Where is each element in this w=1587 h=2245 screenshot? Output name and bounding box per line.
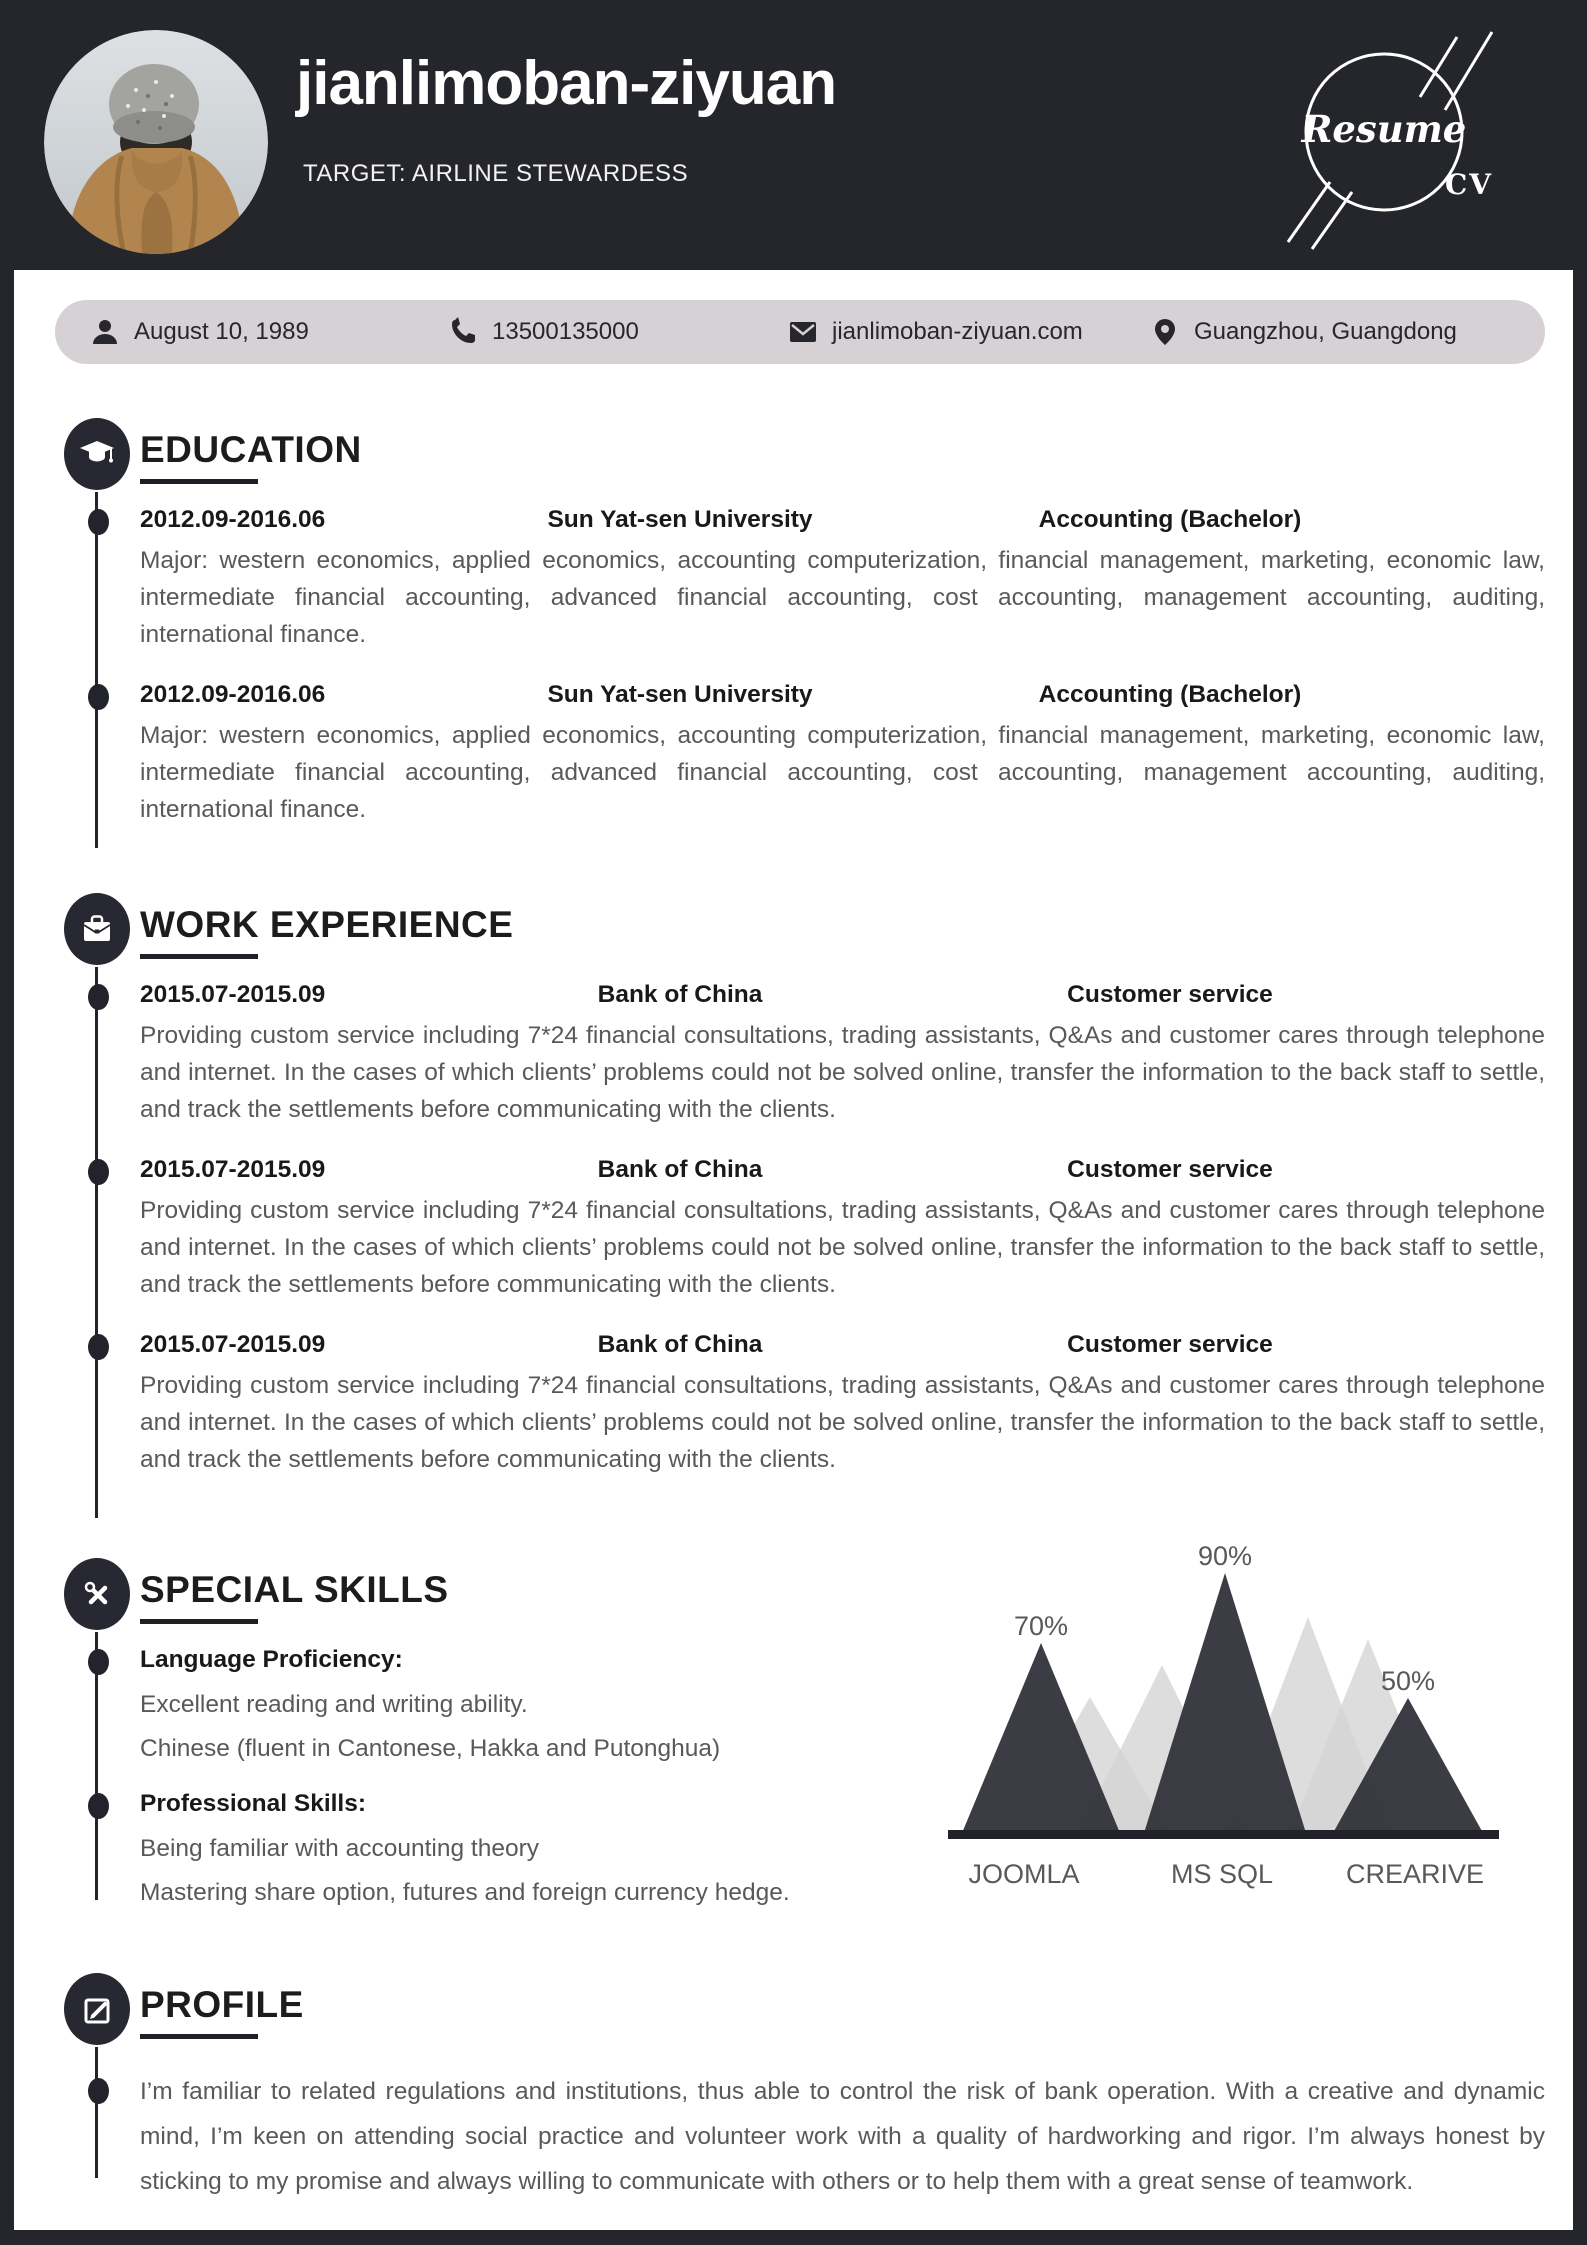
- profile-section: [0, 1973, 1587, 2229]
- work-title: WORK EXPERIENCE: [140, 904, 514, 945]
- entry-header: [140, 681, 1545, 709]
- entry-role: Customer service: [1067, 1156, 1273, 1183]
- person-name: jianlimoban-ziyuan: [296, 49, 837, 118]
- education-timeline: [95, 492, 98, 848]
- entry-description: Major: western economics, applied economics, accounting computerization, financial management, marketing, economic law, intermediate financial accounting, advanced financial accounting, cost accounting, management accounting, auditing, international finance.: [140, 547, 1545, 648]
- skill-lines: [140, 1827, 830, 1915]
- mail-icon: [788, 317, 818, 347]
- phone-text: 13500135000: [492, 318, 639, 345]
- skill-group: [140, 1790, 830, 1915]
- work-section: [0, 893, 1587, 1506]
- skill-line: Mastering share option, futures and foreign currency hedge.: [140, 1879, 790, 1906]
- person-icon: [90, 317, 120, 347]
- location-pin-icon: [1150, 317, 1180, 347]
- pen-square-icon: [64, 1973, 130, 2045]
- entry-date: 2015.07-2015.09: [140, 1156, 326, 1183]
- entry-description: Major: western economics, applied economics, accounting computerization, financial management, marketing, economic law, intermediate financial accounting, advanced financial accounting, cost accounting, management accounting, auditing, international finance.: [140, 722, 1545, 823]
- profile-underline: [140, 2034, 258, 2039]
- skill-group: [140, 1646, 830, 1771]
- entry-date: 2015.07-2015.09: [140, 1331, 326, 1358]
- phone-icon: [448, 317, 478, 347]
- email-text: jianlimoban-ziyuan.com: [832, 318, 1083, 345]
- skills-title: SPECIAL SKILLS: [140, 1569, 449, 1610]
- timeline-entry: [140, 1331, 1545, 1478]
- entry-organization: Bank of China: [597, 1331, 763, 1358]
- skills-underline: [140, 1619, 258, 1624]
- education-section: [0, 418, 1587, 856]
- entry-header: [140, 506, 1545, 534]
- entry-role: Customer service: [1067, 981, 1273, 1008]
- right-border: [1573, 0, 1587, 2245]
- skill-group-label: Language Proficiency:: [140, 1646, 403, 1673]
- work-underline: [140, 954, 258, 959]
- target-subtitle: TARGET: AIRLINE STEWARDESS: [303, 160, 689, 187]
- contact-email: [788, 300, 1083, 364]
- contact-bar: [55, 300, 1545, 364]
- chart-baseline: [948, 1830, 1499, 1839]
- entry-description: Providing custom service including 7*24 financial consultations, trading assistants, Q&As and customer cares through telephone and internet. In the cases of which clients’ problems could not be solved online, transfer the information to the back staff to settle, and track the settlements before communicating with the clients.: [140, 1197, 1545, 1298]
- avatar-photo-illustration: [44, 30, 268, 254]
- timeline-entry: [140, 681, 1545, 828]
- chart-category-label: JOOMLA: [968, 1859, 1080, 1889]
- bottom-border: [0, 2230, 1587, 2245]
- stamp-cv: CV: [1445, 168, 1494, 201]
- contact-phone: [448, 300, 639, 364]
- profile-title: PROFILE: [140, 1984, 304, 2025]
- education-entries: [0, 506, 1587, 828]
- work-timeline: [95, 967, 98, 1518]
- entry-role: Accounting (Bachelor): [1038, 681, 1302, 708]
- education-title: EDUCATION: [140, 429, 362, 470]
- profile-timeline: [95, 2047, 98, 2178]
- avatar: [44, 30, 268, 254]
- entry-header: [140, 1331, 1545, 1359]
- entry-organization: Bank of China: [597, 1156, 763, 1183]
- location-text: Guangzhou, Guangdong: [1194, 318, 1457, 345]
- education-underline: [140, 479, 258, 484]
- skills-mountain-chart: [900, 1540, 1510, 1900]
- entry-header: [140, 981, 1545, 1009]
- chart-category-label: CREARIVE: [1345, 1859, 1485, 1889]
- entry-organization: Bank of China: [597, 981, 763, 1008]
- contact-location: [1150, 300, 1457, 364]
- header-band: [0, 0, 1587, 270]
- profile-text: I’m familiar to related regulations and institutions, thus able to control the risk of bank operation. With a creative and dynamic mind, I’m keen on attending social practice and volunteer work with a quality of hardworking and rigor. I’m always honest by sticking to my promise and always willing to communicate with others or to help them with a great sense of teamwork.: [140, 2069, 1545, 2204]
- skill-line: Being familiar with accounting theory: [140, 1835, 540, 1862]
- timeline-entry: [140, 506, 1545, 653]
- chart-category-label: MS SQL: [1170, 1859, 1274, 1889]
- resume-cv-stamp: [1285, 12, 1525, 267]
- birthday-text: August 10, 1989: [134, 318, 309, 345]
- entry-organization: Sun Yat-sen University: [547, 506, 813, 533]
- work-entries: [0, 981, 1587, 1478]
- timeline-entry: [140, 1156, 1545, 1303]
- entry-role: Customer service: [1067, 1331, 1273, 1358]
- briefcase-icon: [64, 893, 130, 965]
- entry-date: 2012.09-2016.06: [140, 506, 326, 533]
- entry-date: 2012.09-2016.06: [140, 681, 326, 708]
- graduation-cap-icon: [64, 418, 130, 490]
- entry-date: 2015.07-2015.09: [140, 981, 326, 1008]
- chart-value-label: 90%: [1197, 1541, 1253, 1571]
- chart-value-label: 70%: [1013, 1611, 1069, 1641]
- skill-line: Chinese (fluent in Cantonese, Hakka and Putonghua): [140, 1735, 721, 1762]
- skill-lines: [140, 1683, 830, 1771]
- entry-organization: Sun Yat-sen University: [547, 681, 813, 708]
- timeline-entry: [140, 981, 1545, 1128]
- entry-role: Accounting (Bachelor): [1038, 506, 1302, 533]
- stamp-word: Resume: [1301, 107, 1467, 151]
- contact-birthday: [90, 300, 309, 364]
- chart-value-label: 50%: [1380, 1666, 1436, 1696]
- entry-description: Providing custom service including 7*24 financial consultations, trading assistants, Q&As and customer cares through telephone and internet. In the cases of which clients’ problems could not be solved online, transfer the information to the back staff to settle, and track the settlements before communicating with the clients.: [140, 1372, 1545, 1473]
- entry-description: Providing custom service including 7*24 financial consultations, trading assistants, Q&As and customer cares through telephone and internet. In the cases of which clients’ problems could not be solved online, transfer the information to the back staff to settle, and track the settlements before communicating with the clients.: [140, 1022, 1545, 1123]
- left-border: [0, 0, 14, 2245]
- tools-icon: [64, 1558, 130, 1630]
- entry-header: [140, 1156, 1545, 1184]
- skill-line: Excellent reading and writing ability.: [140, 1691, 528, 1718]
- skill-group-label: Professional Skills:: [140, 1790, 367, 1817]
